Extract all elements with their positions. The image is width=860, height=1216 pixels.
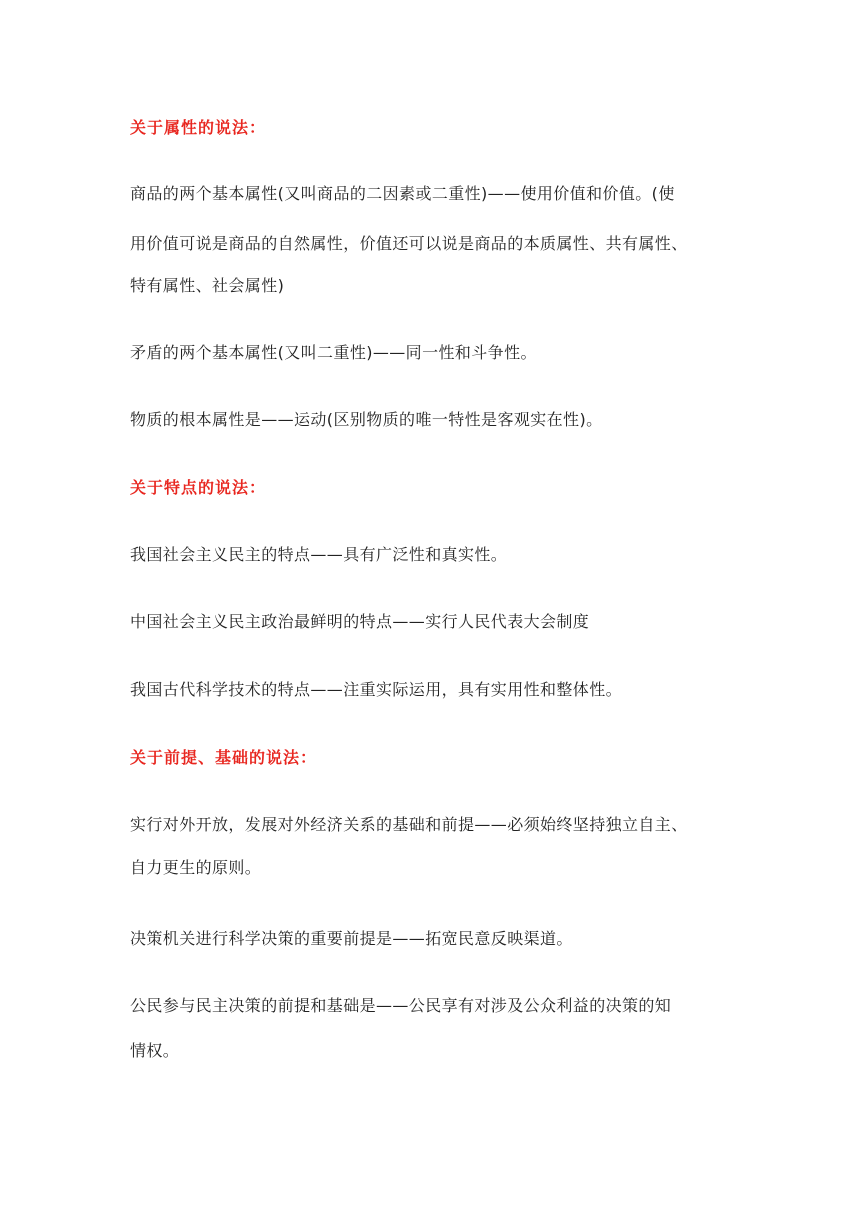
paragraph-opening-up-line-1: 实行对外开放，发展对外经济关系的基础和前提——必须始终坚持独立自主、: [130, 815, 688, 834]
paragraph-peoples-congress: 中国社会主义民主政治最鲜明的特点——实行人民代表大会制度: [130, 612, 590, 631]
paragraph-commodity-line-2: 用价值可说是商品的自然属性，价值还可以说是商品的本质属性、共有属性、: [130, 234, 688, 253]
paragraph-commodity-line-1: 商品的两个基本属性(又叫商品的二因素或二重性)——使用价值和价值。(使: [130, 184, 675, 203]
paragraph-citizen-participation-line-1: 公民参与民主决策的前提和基础是——公民享有对涉及公众利益的决策的知: [130, 996, 672, 1015]
paragraph-decision-making: 决策机关进行科学决策的重要前提是——拓宽民意反映渠道。: [130, 929, 573, 948]
paragraph-ancient-science: 我国古代科学技术的特点——注重实际运用，具有实用性和整体性。: [130, 680, 623, 699]
paragraph-commodity-line-3: 特有属性、社会属性): [130, 276, 285, 295]
heading-attributes: 关于属性的说法：: [130, 118, 267, 137]
heading-characteristics: 关于特点的说法：: [130, 478, 267, 497]
paragraph-opening-up-line-2: 自力更生的原则。: [130, 858, 262, 877]
paragraph-citizen-participation-line-2: 情权。: [130, 1041, 180, 1060]
paragraph-matter: 物质的根本属性是——运动(区别物质的唯一特性是客观实在性)。: [130, 410, 603, 429]
paragraph-contradiction: 矛盾的两个基本属性(又叫二重性)——同一性和斗争性。: [130, 343, 537, 362]
heading-premises: 关于前提、基础的说法：: [130, 748, 318, 767]
paragraph-socialist-democracy: 我国社会主义民主的特点——具有广泛性和真实性。: [130, 545, 508, 564]
